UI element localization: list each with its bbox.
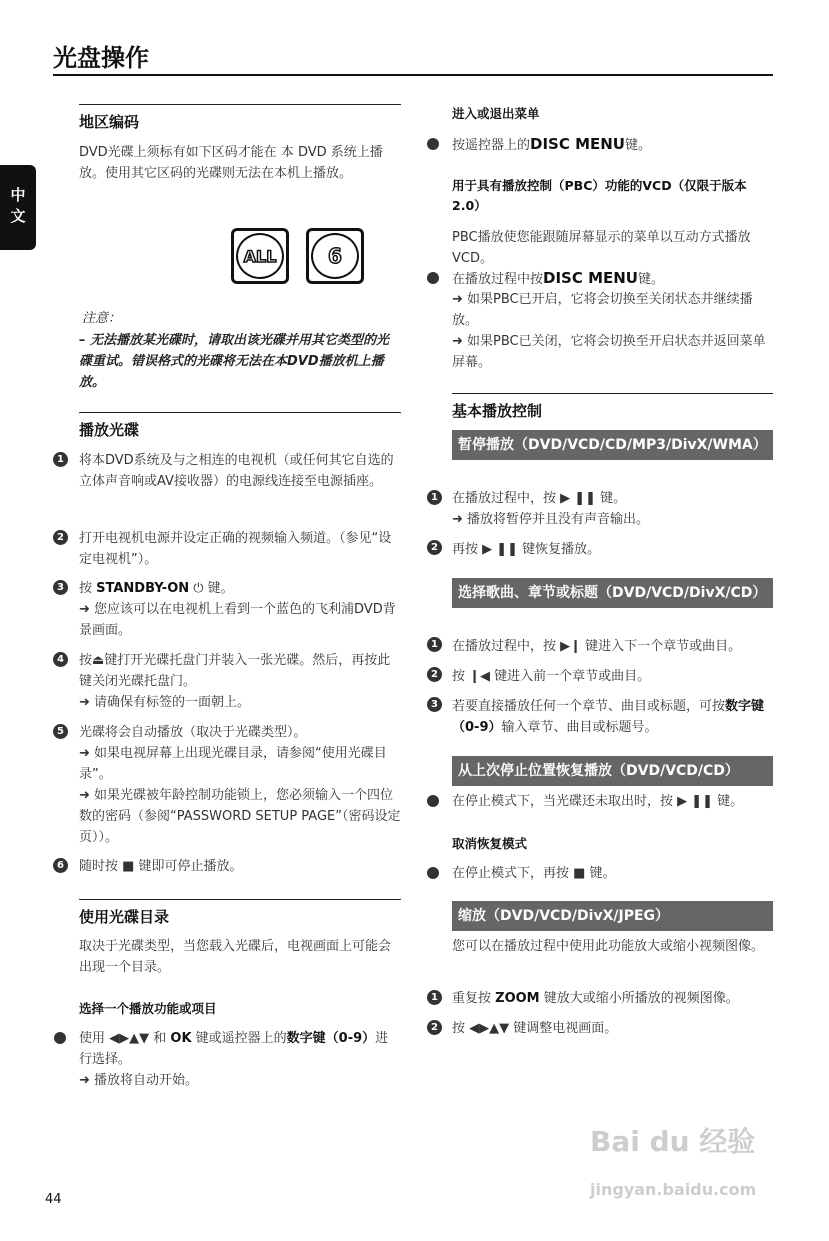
region-text: DVD光碟上须标有如下区码才能在 本 DVD 系统上播放。使用其它区码的光碟则无法在本机上播放。 bbox=[79, 145, 383, 181]
step-text: 打开电视机电源并设定正确的视频输入频道。（参见“设定电视机”）。 bbox=[79, 531, 392, 567]
select-step: 若要直接播放任何一个章节、曲目或标题，可按数字键（0-9）输入章节、曲目或标题号。 bbox=[452, 699, 765, 735]
zoom-step: 重复按 ZOOM 键放大或缩小所播放的视频图像。 bbox=[452, 991, 739, 1006]
step-text: 光碟将会自动播放（取决于光碟类型）。 bbox=[79, 725, 307, 740]
region-heading: 地区编码 bbox=[79, 113, 140, 131]
step-number: 2 bbox=[427, 540, 442, 555]
step-number: 2 bbox=[427, 1020, 442, 1035]
step-text: 随时按 ■ 键即可停止播放。 bbox=[79, 859, 243, 874]
menu-subheading: 选择一个播放功能或项目 bbox=[79, 1001, 217, 1016]
bullet-icon bbox=[427, 138, 439, 150]
page-number: 44 bbox=[45, 1192, 62, 1207]
basic-heading: 基本播放控制 bbox=[452, 402, 543, 420]
step-result: ➜ 如果电视屏幕上出现光碟目录，请参阅“使用光碟目录”。 bbox=[79, 746, 387, 782]
resume-step: 在停止模式下，当光碟还未取出时，按 ▶ ❚❚ 键。 bbox=[452, 794, 744, 809]
zoom-band: 缩放（DVD/VCD/DivX/JPEG） bbox=[452, 901, 773, 931]
pause-step: 在播放过程中，按 ▶ ❚❚ 键。 bbox=[452, 491, 627, 506]
select-step: 按 ❙◀ 键进入前一个章节或曲目。 bbox=[452, 669, 651, 684]
pbc-result: ➜ 如果PBC已关闭，它将会切换至开启状态并返回菜单屏幕。 bbox=[452, 334, 766, 370]
region-6-logo bbox=[306, 228, 364, 284]
bullet-icon bbox=[427, 795, 439, 807]
pause-band: 暂停播放（DVD/VCD/CD/MP3/DivX/WMA） bbox=[452, 430, 773, 460]
step-number: 3 bbox=[53, 580, 68, 595]
section-rule bbox=[79, 412, 401, 413]
step-text: 将本DVD系统及与之相连的电视机（或任何其它自选的立体声音响或AV接收器）的电源线连接至电源插座。 bbox=[79, 453, 394, 489]
globe-icon: 6 bbox=[311, 233, 359, 279]
pause-result: ➜ 播放将暂停并且没有声音输出。 bbox=[452, 512, 650, 527]
step-result: ➜ 请确保有标签的一面朝上。 bbox=[79, 695, 251, 710]
enter-menu-heading: 进入或退出菜单 bbox=[452, 106, 540, 121]
menu-item-text: 使用 ◀▶▲▼ 和 OK 键或遥控器上的数字键（0-9）进行选择。 bbox=[79, 1031, 389, 1067]
zoom-step: 按 ◀▶▲▼ 键调整电视画面。 bbox=[452, 1021, 618, 1036]
select-step: 在播放过程中，按 ▶❙ 键进入下一个章节或曲目。 bbox=[452, 639, 742, 654]
step-number: 6 bbox=[53, 858, 68, 873]
menu-item-result: ➜ 播放将自动开始。 bbox=[79, 1073, 199, 1088]
title-rule bbox=[53, 74, 773, 76]
bullet-icon bbox=[427, 272, 439, 284]
step-number: 1 bbox=[427, 637, 442, 652]
pause-step: 再按 ▶ ❚❚ 键恢复播放。 bbox=[452, 542, 601, 557]
region-all-logo bbox=[231, 228, 289, 284]
enter-menu-text: 按遥控器上的DISC MENU键。 bbox=[452, 135, 652, 153]
step-text: 按 STANDBY-ON ⏻ 键。 bbox=[79, 581, 234, 596]
step-number: 3 bbox=[427, 697, 442, 712]
cancel-step: 在停止模式下，再按 ■ 键。 bbox=[452, 866, 616, 881]
zoom-text: 您可以在播放过程中使用此功能放大或缩小视频图像。 bbox=[452, 939, 765, 954]
section-rule bbox=[452, 393, 773, 394]
cancel-heading: 取消恢复模式 bbox=[452, 836, 528, 851]
watermark-url: jingyan.baidu.com bbox=[590, 1180, 757, 1199]
note-label: 注意： bbox=[82, 311, 122, 326]
bullet-icon bbox=[54, 1032, 66, 1044]
note-text: – 无法播放某光碟时，请取出该光碟并用其它类型的光碟重试。错误格式的光碟将无法在本DVD播放机上播放。 bbox=[79, 333, 390, 390]
step-text: 按⏏键打开光碟托盘门并装入一张光碟。然后，再按此键关闭光碟托盘门。 bbox=[79, 653, 391, 689]
pbc-item-text: 在播放过程中按DISC MENU键。 bbox=[452, 269, 665, 287]
play-heading: 播放光碟 bbox=[79, 421, 140, 439]
menu-heading: 使用光碟目录 bbox=[79, 908, 170, 926]
select-band: 选择歌曲、章节或标题（DVD/VCD/DivX/CD） bbox=[452, 578, 773, 608]
menu-text: 取决于光碟类型，当您载入光碟后，电视画面上可能会出现一个目录。 bbox=[79, 939, 392, 975]
page-title: 光盘操作 bbox=[53, 44, 149, 72]
resume-band: 从上次停止位置恢复播放（DVD/VCD/CD） bbox=[452, 756, 773, 786]
step-number: 2 bbox=[53, 530, 68, 545]
section-rule bbox=[79, 899, 401, 900]
step-result: ➜ 您应该可以在电视机上看到一个蓝色的飞利浦DVD背景画面。 bbox=[79, 602, 396, 638]
pbc-heading: 用于具有播放控制（PBC）功能的VCD（仅限于版本2.0） bbox=[452, 178, 747, 213]
step-number: 4 bbox=[53, 652, 68, 667]
step-number: 1 bbox=[427, 990, 442, 1005]
pbc-result: ➜ 如果PBC已开启，它将会切换至关闭状态并继续播放。 bbox=[452, 292, 753, 328]
step-result: ➜ 如果光碟被年龄控制功能锁上，您必须输入一个四位数的密码（参阅“PASSWORD SETUP PAGE”（密码设定页））。 bbox=[79, 788, 401, 845]
bullet-icon bbox=[427, 867, 439, 879]
step-number: 1 bbox=[427, 490, 442, 505]
step-number: 1 bbox=[53, 452, 68, 467]
step-number: 5 bbox=[53, 724, 68, 739]
section-rule bbox=[79, 104, 401, 105]
globe-icon: ALL bbox=[236, 233, 284, 279]
pbc-text: PBC播放使您能跟随屏幕显示的菜单以互动方式播放VCD。 bbox=[452, 230, 751, 266]
watermark-logo: Bai du 经验 bbox=[590, 1125, 756, 1158]
step-number: 2 bbox=[427, 667, 442, 682]
language-tab: 中文 bbox=[0, 165, 36, 250]
